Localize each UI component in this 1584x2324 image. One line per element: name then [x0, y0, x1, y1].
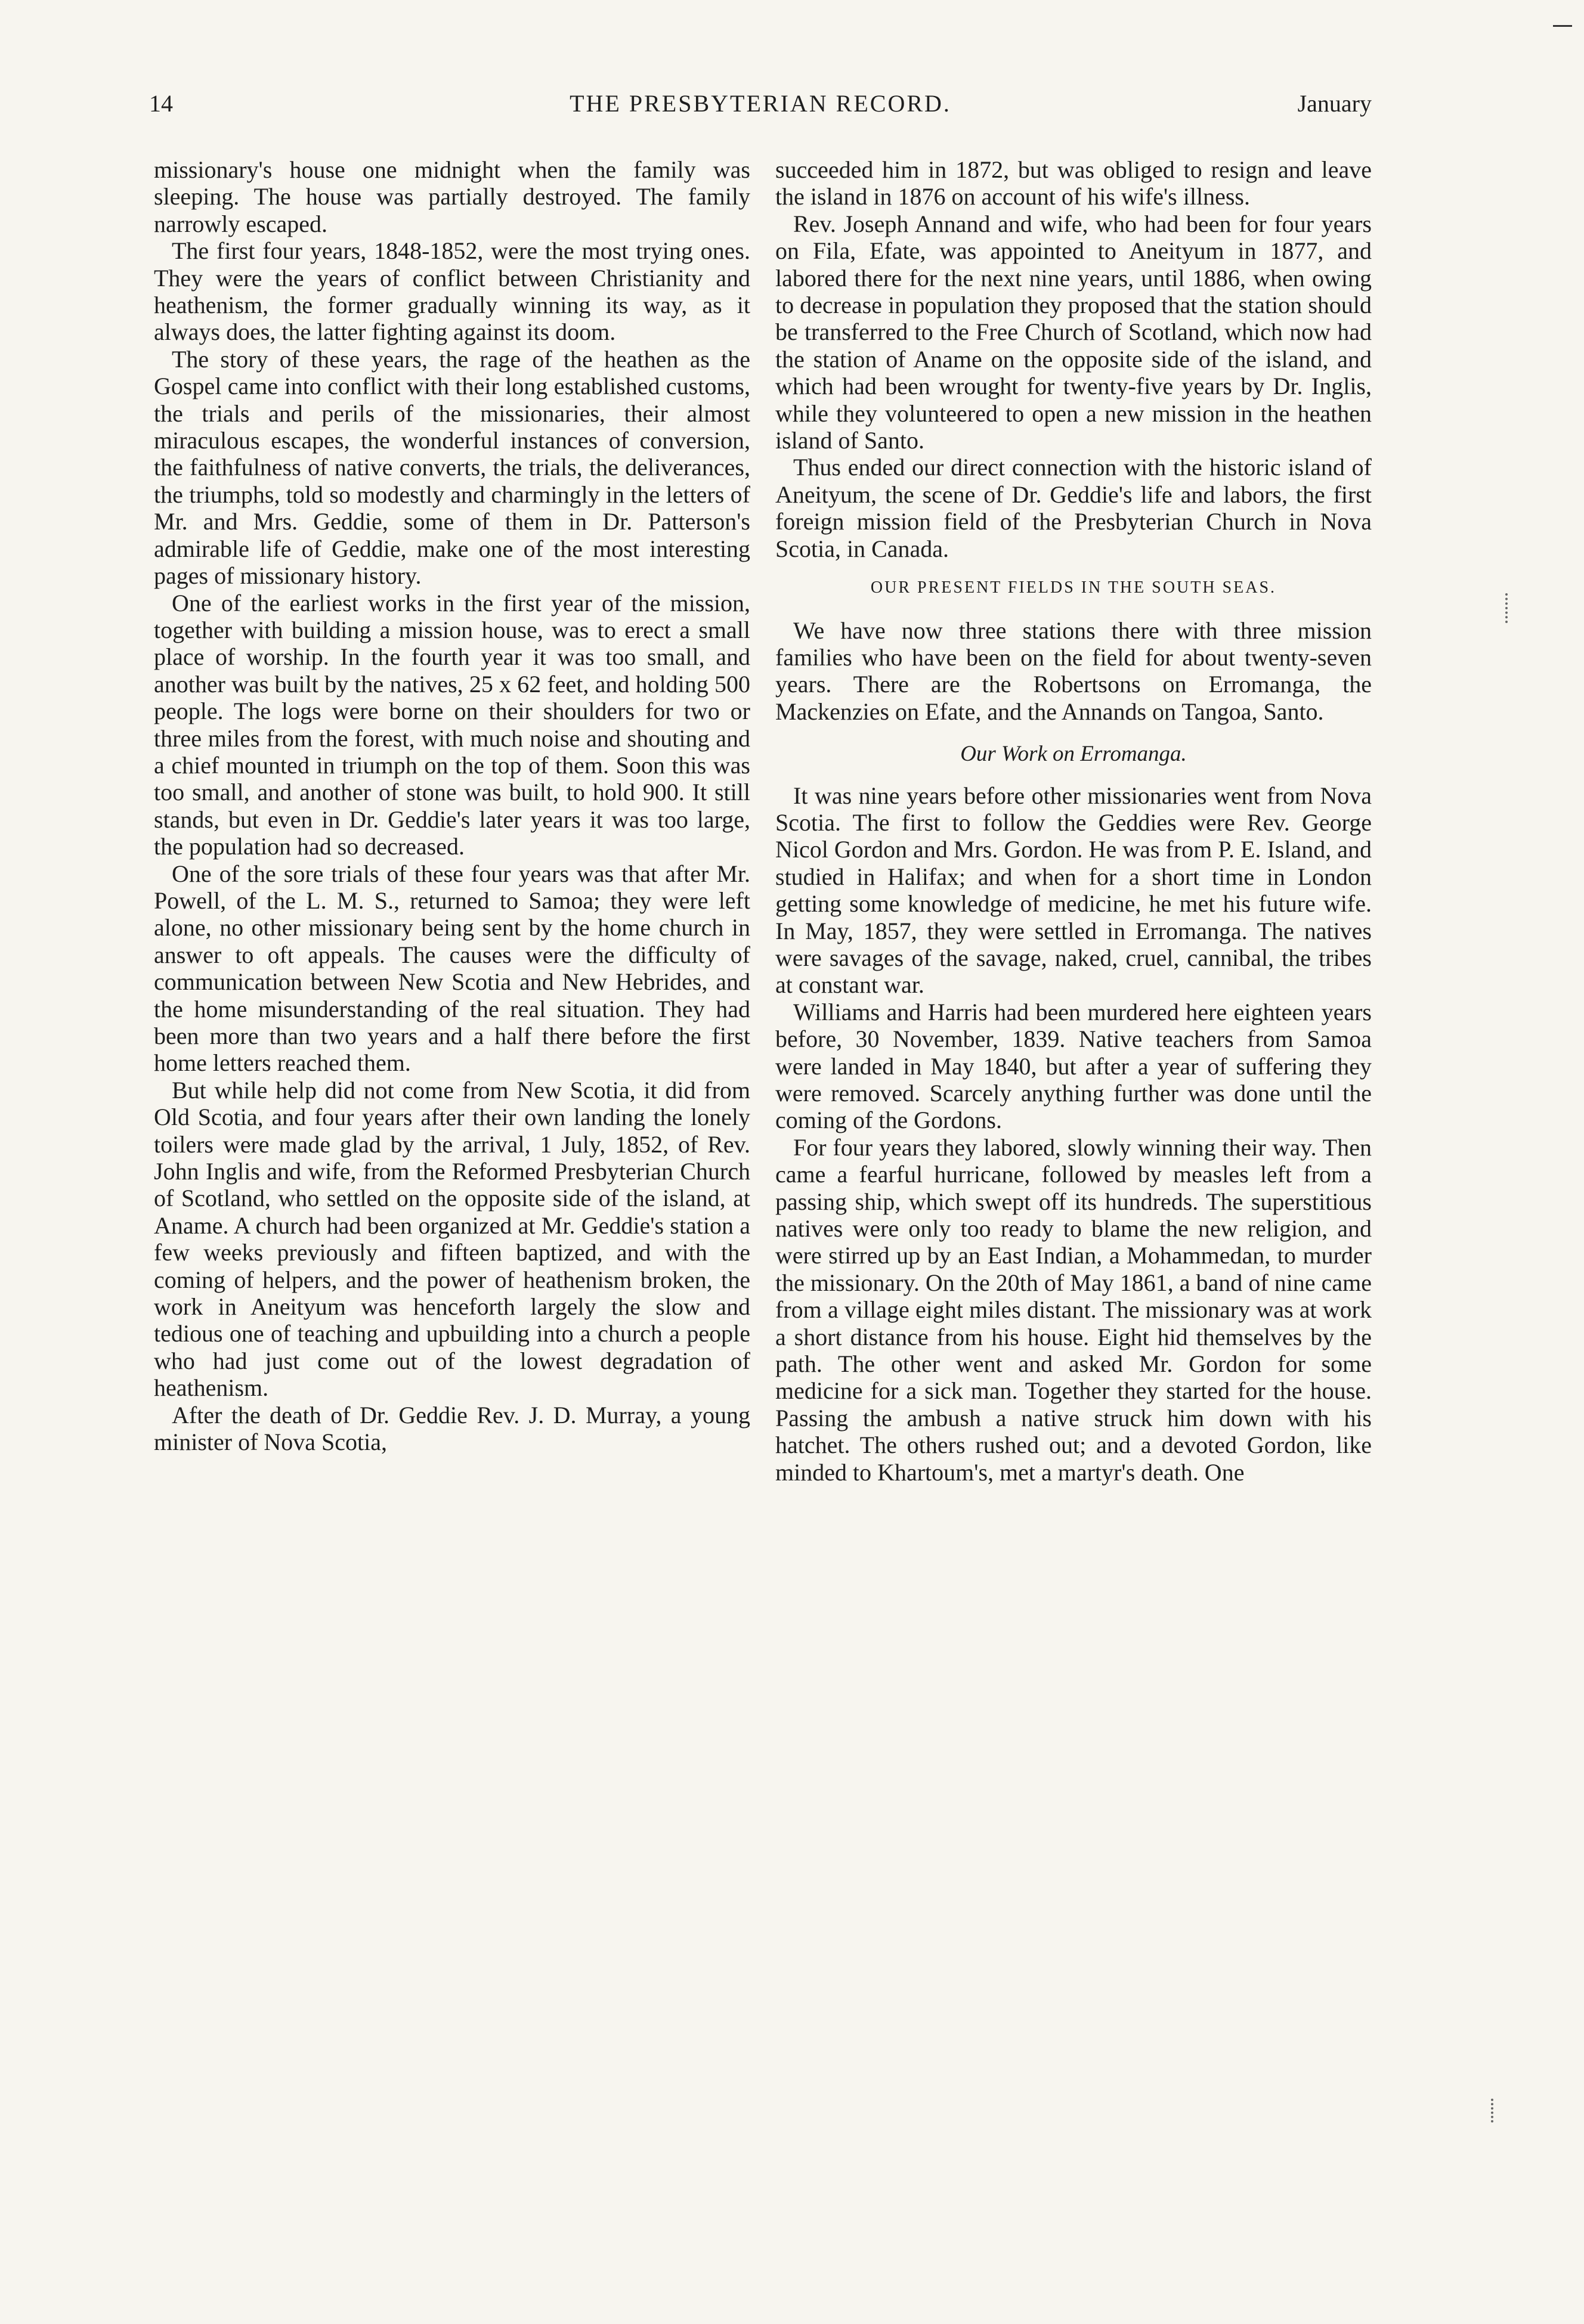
paragraph: Williams and Harris had been murdered here eighteen years before, 30 November, 1839. Native teachers from Samoa were landed in May 1840, but after a year of suffering they were removed. Scarcely anything further was done until the coming of the Gordons. — [775, 998, 1372, 1134]
page-header — [149, 89, 1372, 137]
paragraph: missionary's house one midnight when the family was sleeping. The house was partially destroyed. The family narrowly escaped. — [154, 156, 750, 237]
paragraph: succeeded him in 1872, but was obliged to resign and leave the island in 1876 on account of his wife's illness. — [775, 156, 1372, 210]
section-heading: OUR PRESENT FIELDS IN THE SOUTH SEAS. — [870, 578, 1277, 597]
margin-speck — [1505, 593, 1511, 623]
paragraph: Rev. Joseph Annand and wife, who had been for four years on Fila, Efate, was appointed to Aneityum in 1877, and labored there for the next nine years, until 1886, when owing to decrease in population they proposed that the station should be transferred to the Free Church of Scotland, which now had the station of Aname on the opposite side of the island, and which had been wrought for twenty-five years by Dr. Inglis, while they volunteered to open a new mission in the heathen island of Santo. — [775, 210, 1372, 454]
paragraph: The story of these years, the rage of the heathen as the Gospel came into conflict with their long established customs, the trials and perils of the missionaries, their almost miraculous escapes, the wonderful instances of conversion, the faithfulness of native converts, the trials, the deliverances, the triumphs, told so modestly and charmingly in the letters of Mr. and Mrs. Geddie, some of them in Dr. Patterson's admirable life of Geddie, make one of the most interesting pages of missionary history. — [154, 345, 750, 590]
issue-month: January — [1297, 90, 1372, 117]
paragraph: One of the sore trials of these four years was that after Mr. Powell, of the L. M. S., returned to Samoa; they were left alone, no other missionary being sent by the home church in answer to oft appeals. The causes were the difficulty of communication between New Scotia and New Hebrides, and the home misunderstanding of the real situation. They had been more than two years and a half there before the first home letters reached them. — [154, 860, 750, 1077]
paragraph: The first four years, 1848-1852, were the most trying ones. They were the years of conflict between Christianity and heathenism, the former gradually winning its way, as it always does, the latter fighting against its doom. — [154, 237, 750, 346]
paragraph: Thus ended our direct connection with the historic island of Aneityum, the scene of Dr. Geddie's life and labors, the first foreign mission field of the Presbyterian Church in Nova Scotia, in Canada. — [775, 454, 1372, 562]
left-column — [154, 156, 750, 1456]
paragraph: For four years they labored, slowly winning their way. Then came a fearful hurricane, followed by measles left from a passing ship, which swept off its hundreds. The superstitious natives were only too ready to blame the new religion, and were stirred up by an East Indian, a Mohammedan, to murder the missionary. On the 20th of May 1861, a band of nine came from a village eight miles distant. The missionary was at work a short distance from his house. Eight hid themselves by the path. The other went and asked Mr. Gordon for some medicine for a sick man. Together they started for the house. Passing the ambush a native struck him down with his hatchet. The others rushed out; and a devoted Gordon, like minded to Khartoum's, met a martyr's death. One — [775, 1133, 1372, 1486]
paragraph: We have now three stations there with three mission families who have been on the field for about twenty-seven years. There are the Robertsons on Erromanga, the Mackenzies on Efate, and the Annands on Tangoa, Santo. — [775, 616, 1372, 725]
margin-mark — [1553, 25, 1572, 27]
paragraph: But while help did not come from New Scotia, it did from Old Scotia, and four years after their own landing the lonely toilers were made glad by the arrival, 1 July, 1852, of Rev. John Inglis and wife, from the Reformed Presbyterian Church of Scotland, who settled on the opposite side of the island, at Aname. A church had been organized at Mr. Geddie's station a few weeks previously and fifteen baptized, and with the coming of helpers, and the power of heathenism broken, the work in Aneityum was henceforth largely the slow and tedious one of teaching and upbuilding into a church a people who had just come out of the lowest degradation of heathenism. — [154, 1076, 750, 1402]
margin-speck — [1491, 2099, 1497, 2122]
subheading: Our Work on Erromanga. — [960, 742, 1187, 767]
journal-title: THE PRESBYTERIAN RECORD. — [570, 90, 951, 117]
paragraph: One of the earliest works in the first year of the mission, together with building a mission house, was to erect a small place of worship. In the fourth year it was too small, and another was built by the natives, 25 x 62 feet, and holding 500 people. The logs were borne on their shoulders for two or three miles from the forest, with much noise and shouting and a chief mounted in triumph on the top of them. Soon this was too small, and another of stone was built, to hold 900. It still stands, but even in Dr. Geddie's later years it was too large, the population had so decreased. — [154, 589, 750, 860]
paragraph: It was nine years before other missionaries went from Nova Scotia. The first to follow the Geddies were Rev. George Nicol Gordon and Mrs. Gordon. He was from P. E. Island, and studied in Halifax; and when for a short time in London getting some knowledge of medicine, he met his future wife. In May, 1857, they were settled in Erromanga. The natives were savages of the savage, naked, cruel, cannibal, the tribes at constant war. — [775, 782, 1372, 999]
paragraph: After the death of Dr. Geddie Rev. J. D. Murray, a young minister of Nova Scotia, — [154, 1401, 750, 1456]
page-number: 14 — [149, 90, 173, 117]
right-column — [775, 156, 1372, 1486]
